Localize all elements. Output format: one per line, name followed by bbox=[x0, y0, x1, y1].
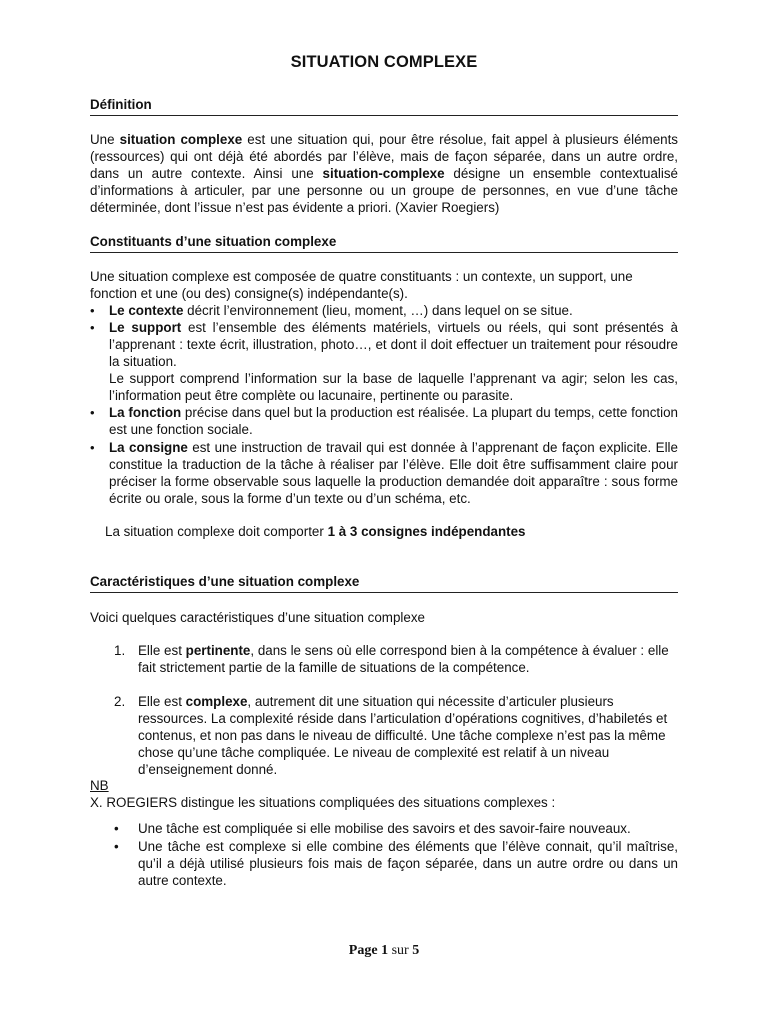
text-run: Elle est bbox=[138, 694, 186, 709]
bold-term: complexe bbox=[185, 694, 248, 709]
page-title: SITUATION COMPLEXE bbox=[290, 53, 478, 71]
text-run: La situation complexe doit comporter bbox=[105, 524, 328, 539]
bullet-icon: • bbox=[90, 405, 95, 420]
bold-term: Le contexte bbox=[109, 303, 184, 318]
bold-term: situation-complexe bbox=[322, 166, 445, 181]
bullet-icon: • bbox=[90, 320, 95, 335]
section-heading-constituants: Constituants d’une situation complexe bbox=[90, 233, 678, 253]
page-total: 5 bbox=[412, 943, 420, 958]
page-footer bbox=[90, 942, 678, 959]
numbered-item bbox=[114, 642, 678, 676]
text-run: décrit l’environnement (lieu, moment, …) dans lequel on se situe. bbox=[183, 303, 573, 318]
bold-term: La fonction bbox=[109, 405, 182, 420]
item-number: 1. bbox=[114, 643, 126, 658]
bold-term: pertinente bbox=[185, 643, 251, 658]
list-item bbox=[90, 302, 678, 319]
text-run: est une situation qui, pour être résolue, fait appel à plusieurs éléments (ressources) qui ont déjà été abordés par l’élève, mais de façon séparée, dans un autre ordre, dans un autre contexte. Ainsi une bbox=[90, 132, 678, 181]
page-word: Page bbox=[348, 943, 378, 958]
bullet-icon: • bbox=[114, 839, 119, 854]
list-item bbox=[114, 820, 678, 837]
text-run: désigne un ensemble contextualisé d’informations à articuler, par une personne ou un groupe de personnes, en vue d’une tâche déterminée, dont l’issue n’est pas évidente a priori. (Xavier Roegiers) bbox=[90, 166, 678, 215]
numbered-item bbox=[114, 693, 678, 778]
bold-term: Le support bbox=[109, 320, 182, 335]
section-heading-definition: Définition bbox=[90, 96, 678, 116]
bold-term: La consigne bbox=[109, 440, 188, 455]
text-run: est l’ensemble des éléments matériels, virtuels ou réels, qui sont présentés à l’apprenant : texte écrit, illustration, photo…, et dont il doit effectuer un traitement pour résoudre la situation. bbox=[109, 320, 678, 369]
support-note: Le support comprend l’information sur la base de laquelle l’apprenant va agir; selon les cas, l’information peut être complète ou lacunaire, pertinente ou parasite. bbox=[109, 371, 678, 403]
item-number: 2. bbox=[114, 694, 126, 709]
section-heading-caracteristiques: Caractéristiques d’une situation complexe bbox=[90, 573, 678, 593]
bold-term: situation complexe bbox=[119, 132, 243, 147]
nb-label: NB bbox=[90, 778, 109, 793]
list-item-text: Une tâche est complexe si elle combine des éléments que l’élève connait, qu’il maîtrise, qu’il a déjà utilisé plusieurs fois mais de façon séparée, dans un autre ordre ou dans un autre contexte. bbox=[138, 839, 678, 888]
consignes-note bbox=[105, 523, 678, 540]
bullet-icon: • bbox=[90, 303, 95, 318]
nb-text: X. ROEGIERS distingue les situations compliquées des situations complexes : bbox=[90, 795, 556, 810]
bullet-icon: • bbox=[114, 821, 119, 836]
text-run: est une instruction de travail qui est donnée à l’apprenant de façon explicite. Elle constitue la traduction de la tâche à réaliser par l’élève. Elle doit être suffisamment claire pour préciser la forme observable sous laquelle la production demandée doit apparaître : sous forme écrite ou orale, sous la forme d’un texte ou d’un schéma, etc. bbox=[109, 440, 678, 506]
caracteristiques-intro: Voici quelques caractéristiques d’une situation complexe bbox=[90, 610, 425, 625]
page-number: 1 bbox=[381, 943, 389, 958]
text-run: , autrement dit une situation qui nécessite d’articuler plusieurs ressources. La complexité réside dans l’articulation d’opérations cognitives, d’habiletés et contenus, et non pas dans le niveau de difficulté. Une tâche complexe n’est pas la même chose qu’une tâche compliquée. Le niveau de complexité est relatif à un niveau d’enseignement donné. bbox=[138, 694, 668, 777]
list-item bbox=[114, 838, 678, 889]
page-separator: sur bbox=[391, 943, 409, 958]
list-item bbox=[90, 319, 678, 370]
bullet-icon: • bbox=[90, 440, 95, 455]
definition-paragraph bbox=[90, 131, 678, 216]
list-item bbox=[90, 404, 678, 438]
list-item-text: Une tâche est compliquée si elle mobilise des savoirs et des savoir-faire nouveaux. bbox=[138, 821, 631, 836]
text-run: Une bbox=[90, 132, 120, 147]
list-item bbox=[90, 439, 678, 507]
text-run: , dans le sens où elle correspond bien à la compétence à évaluer : elle fait strictement partie de la famille de situations de la compétence. bbox=[138, 643, 669, 675]
bold-term: 1 à 3 consignes indépendantes bbox=[327, 524, 526, 539]
text-run: Elle est bbox=[138, 643, 186, 658]
text-run: précise dans quel but la production est réalisée. La plupart du temps, cette fonction est une fonction sociale. bbox=[109, 405, 679, 437]
constituants-intro: Une situation complexe est composée de quatre constituants : un contexte, un support, une fonction et une (ou des) consigne(s) indépendante(s). bbox=[90, 269, 633, 301]
